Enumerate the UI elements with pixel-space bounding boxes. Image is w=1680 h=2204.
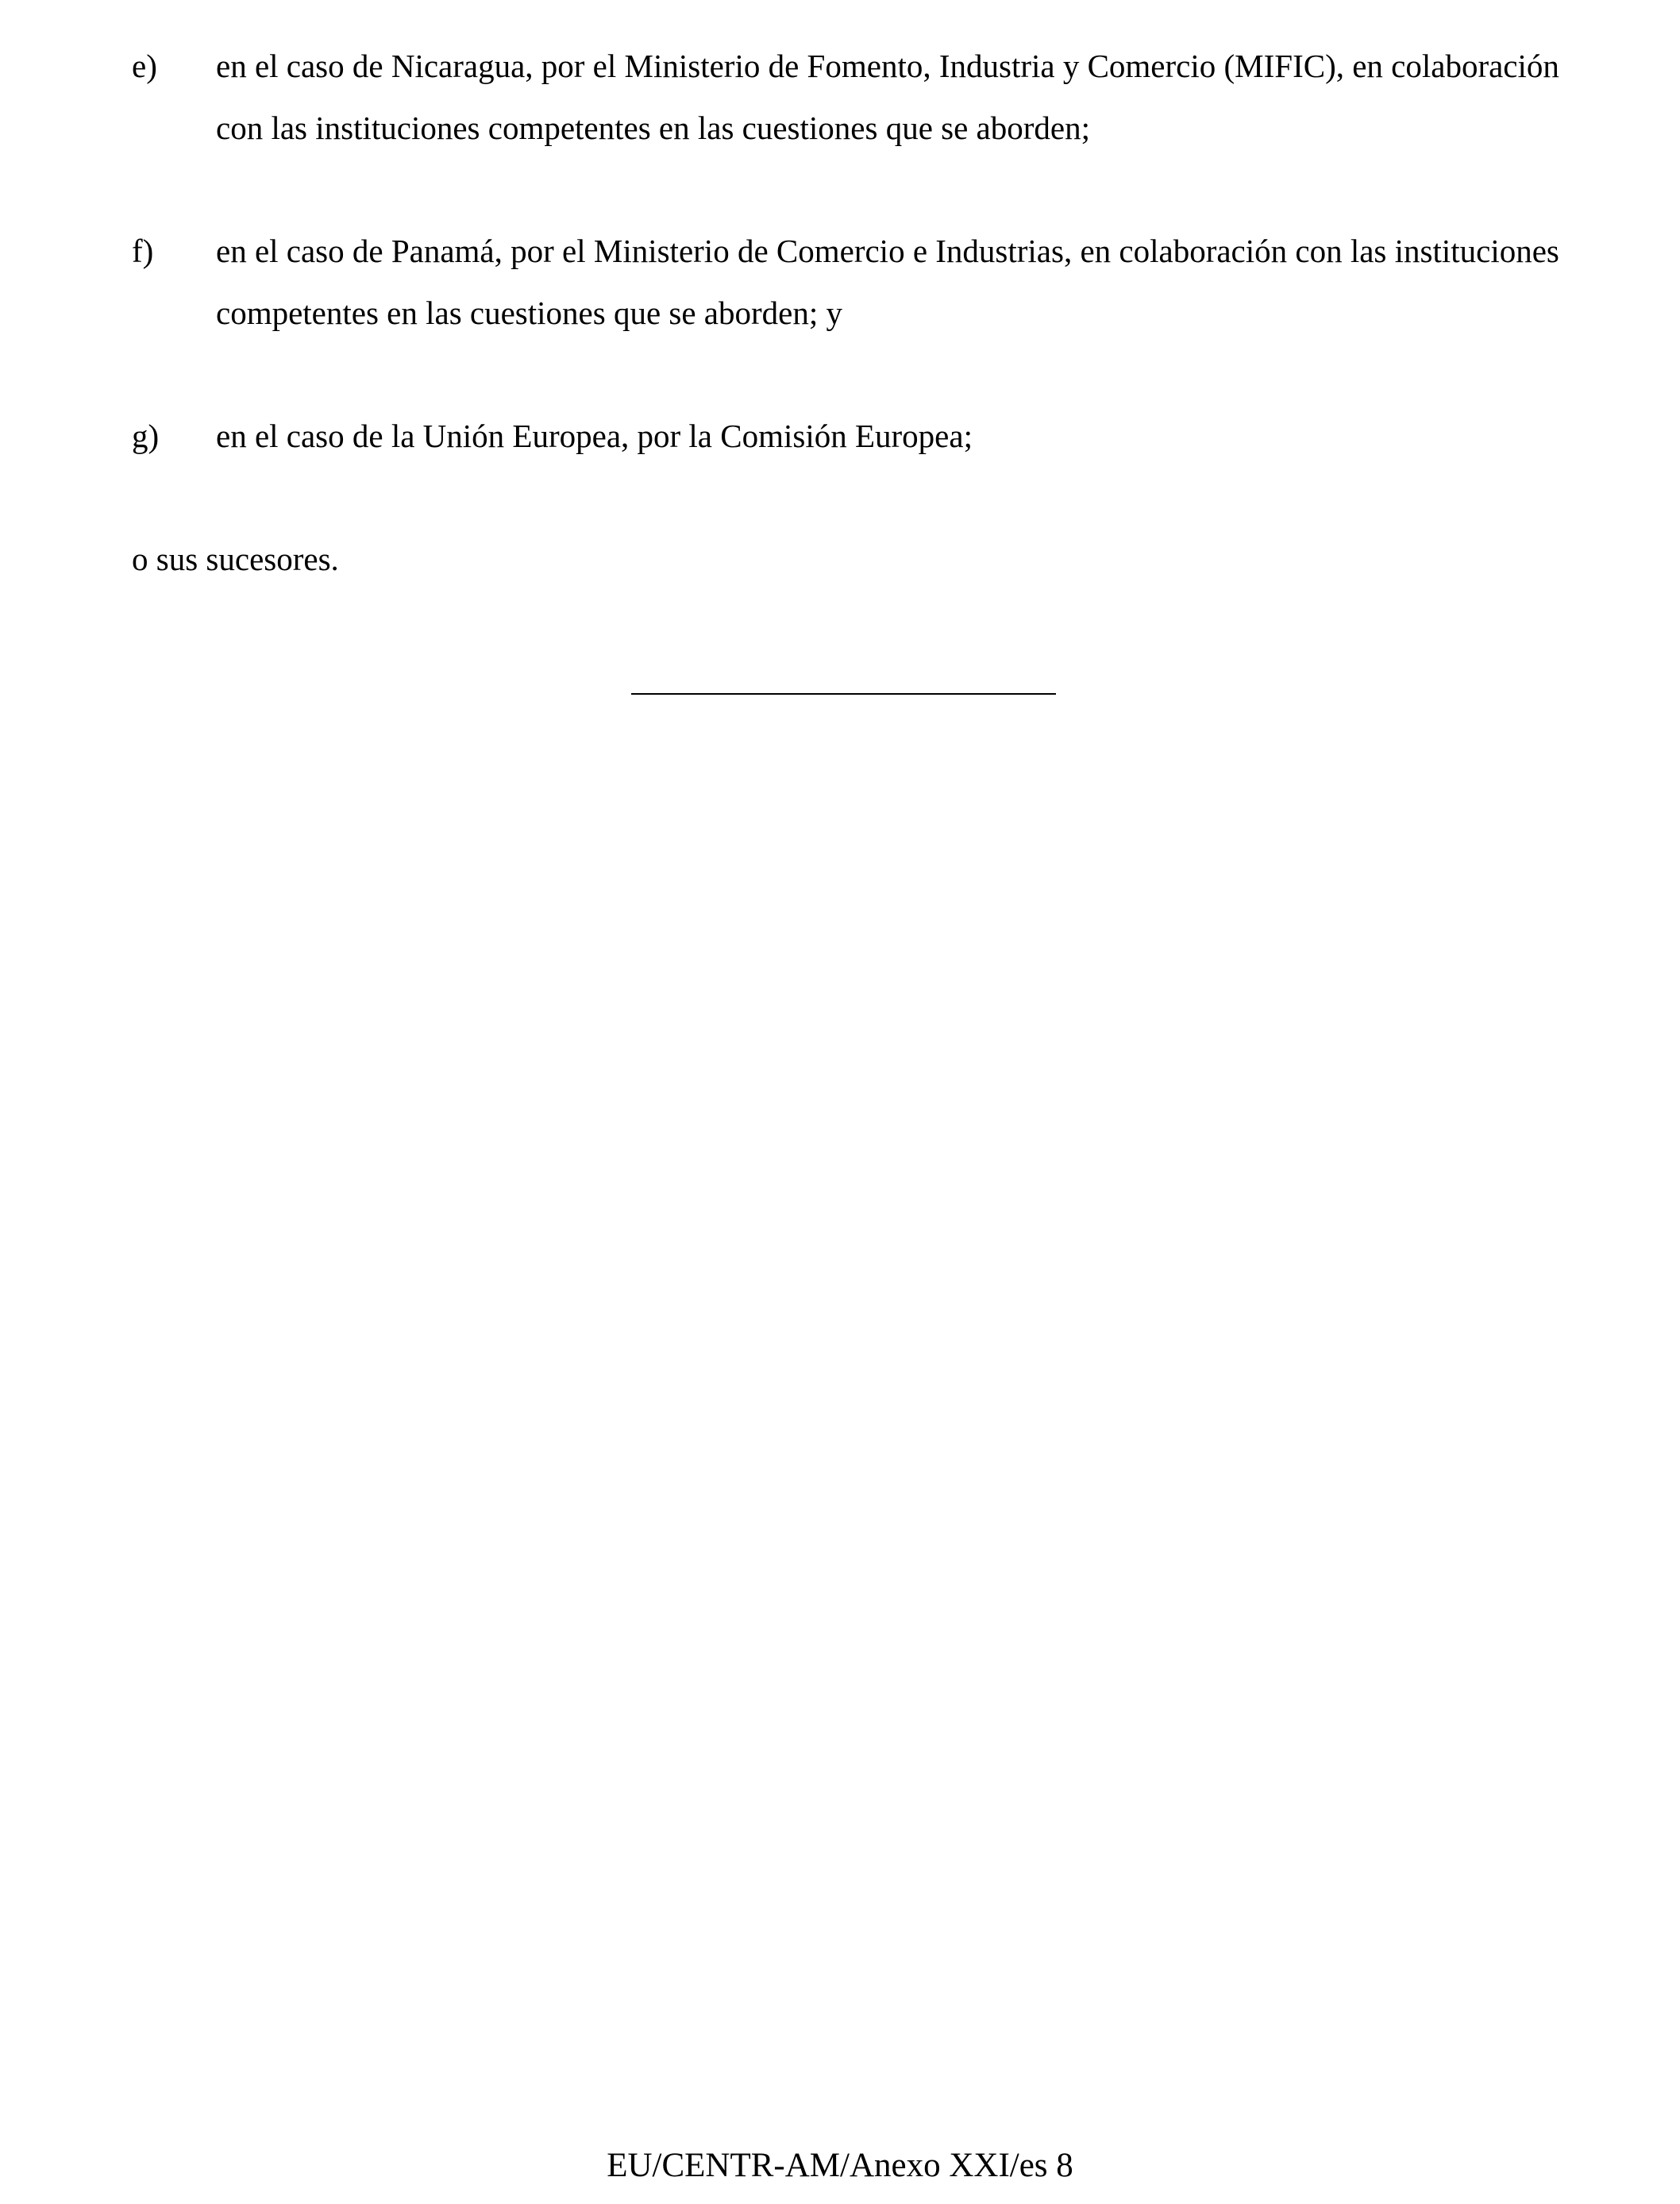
page-footer-reference: EU/CENTR-AM/Anexo XXI/es 8 <box>607 2147 1073 2184</box>
list-item-label: g) <box>132 418 160 454</box>
list-item-text: en el caso de Nicaragua, por el Ministerio de Fomento, Industria y Comercio (MIFIC), en colaboración con las instituciones competentes en las cuestiones que se aborden; <box>216 48 1559 146</box>
list-item-text: en el caso de Panamá, por el Ministerio de Comercio e Industrias, en colaboración con las instituciones competentes en las cuestiones que se aborden; y <box>216 233 1559 331</box>
list-item-text: en el caso de la Unión Europea, por la Comisión Europea; <box>216 418 973 454</box>
end-separator-line <box>631 693 1056 695</box>
closing-text: o sus sucesores. <box>132 541 339 577</box>
list-item-label: e) <box>132 48 157 84</box>
list-item-label: f) <box>132 233 154 269</box>
